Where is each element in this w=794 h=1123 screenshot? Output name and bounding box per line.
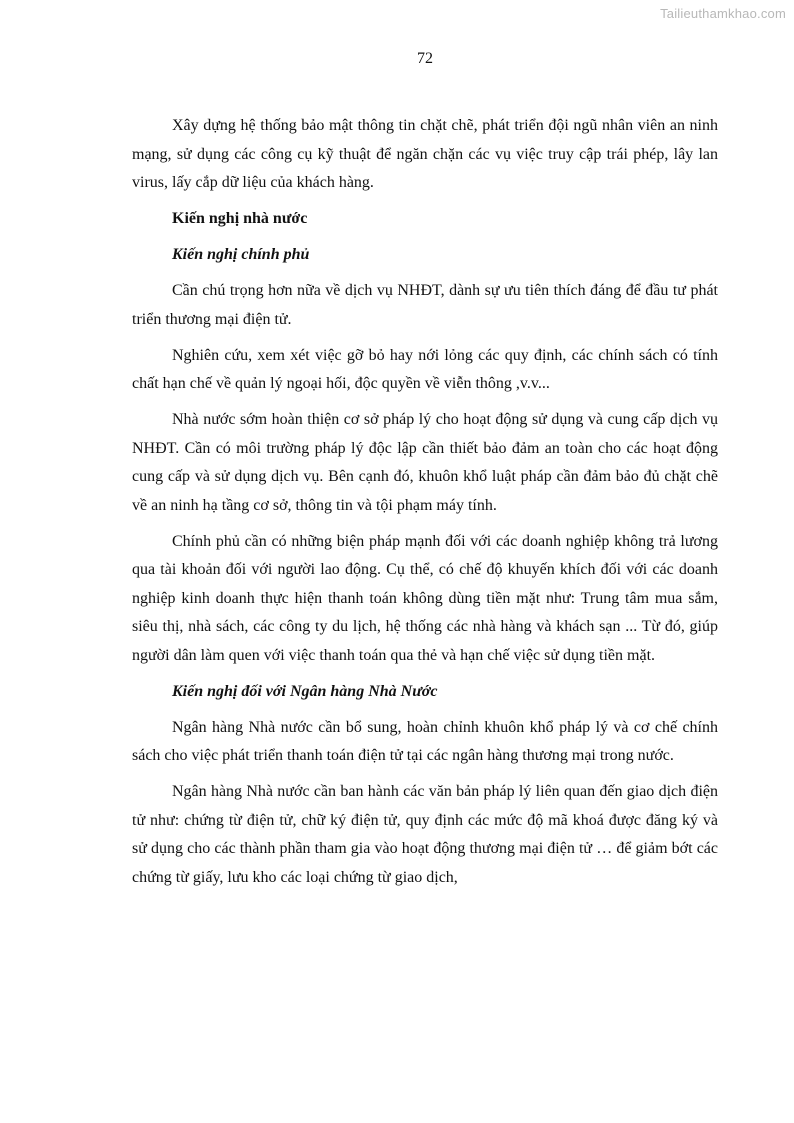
paragraph-ebanking-priority: Cần chú trọng hơn nữa về dịch vụ NHĐT, dành sự ưu tiên thích đáng để đầu tư phát triển thương mại điện tử. [132, 282, 718, 328]
subheading-state-bank-recommendations: Kiến nghị đối với Ngân hàng Nhà Nước [172, 682, 438, 700]
paragraph-electronic-transactions: Ngân hàng Nhà nước cần ban hành các văn bản pháp lý liên quan đến giao dịch điện tử như: chứng từ điện tử, chữ ký điện tử, quy định các mức độ mã khoá được đăng ký và sử dụng cho các thành phần tham gia vào hoạt động thương mại điện tử … để giảm bớt các chứng từ giấy, lưu kho các loại chứng từ giao dịch, [132, 783, 718, 886]
paragraph-security: Xây dựng hệ thống bảo mật thông tin chặt chẽ, phát triển đội ngũ nhân viên an ninh mạng, sử dụng các công cụ kỹ thuật để ngăn chặn các vụ việc truy cập trái phép, lây lan virus, lấy cắp dữ liệu của khách hàng. [132, 117, 718, 191]
paragraph-payment-framework: Ngân hàng Nhà nước cần bổ sung, hoàn chỉnh khuôn khổ pháp lý và cơ chế chính sách cho việc phát triển thanh toán điện tử tại các ngân hàng thương mại trong nước. [132, 718, 718, 764]
page-number: 72 [417, 50, 433, 67]
heading-state-recommendations: Kiến nghị nhà nước [172, 210, 308, 227]
paragraph-regulation-review: Nghiên cứu, xem xét việc gỡ bỏ hay nới lỏng các quy định, các chính sách có tính chất hạn chế về quản lý ngoại hối, độc quyền về viễn thông ,v.v... [132, 346, 718, 392]
paragraph-cashless-measures: Chính phủ cần có những biện pháp mạnh đối với các doanh nghiệp không trả lương qua tài khoản đối với người lao động. Cụ thể, có chế độ khuyến khích đối với các doanh nghiệp kinh doanh thực hiện thanh toán không dùng tiền mặt như: Trung tâm mua sắm, siêu thị, nhà sách, các công ty du lịch, hệ thống các nhà hàng và khách sạn ... Từ đó, giúp người dân làm quen với việc thanh toán qua thẻ và hạn chế việc sử dụng tiền mặt. [132, 532, 718, 664]
subheading-government-recommendations: Kiến nghị chính phủ [172, 246, 310, 263]
document-body [132, 112, 718, 900]
watermark-text: Tailieuthamkhao.com [660, 6, 786, 21]
paragraph-legal-framework: Nhà nước sớm hoàn thiện cơ sở pháp lý cho hoạt động sử dụng và cung cấp dịch vụ NHĐT. Cần có môi trường pháp lý độc lập cần thiết bảo đảm an toàn cho các hoạt động cung cấp và sử dụng dịch vụ. Bên cạnh đó, khuôn khổ luật pháp cần đảm bảo đủ chặt chẽ về an ninh hạ tầng cơ sở, thông tin và tội phạm máy tính. [132, 411, 718, 514]
